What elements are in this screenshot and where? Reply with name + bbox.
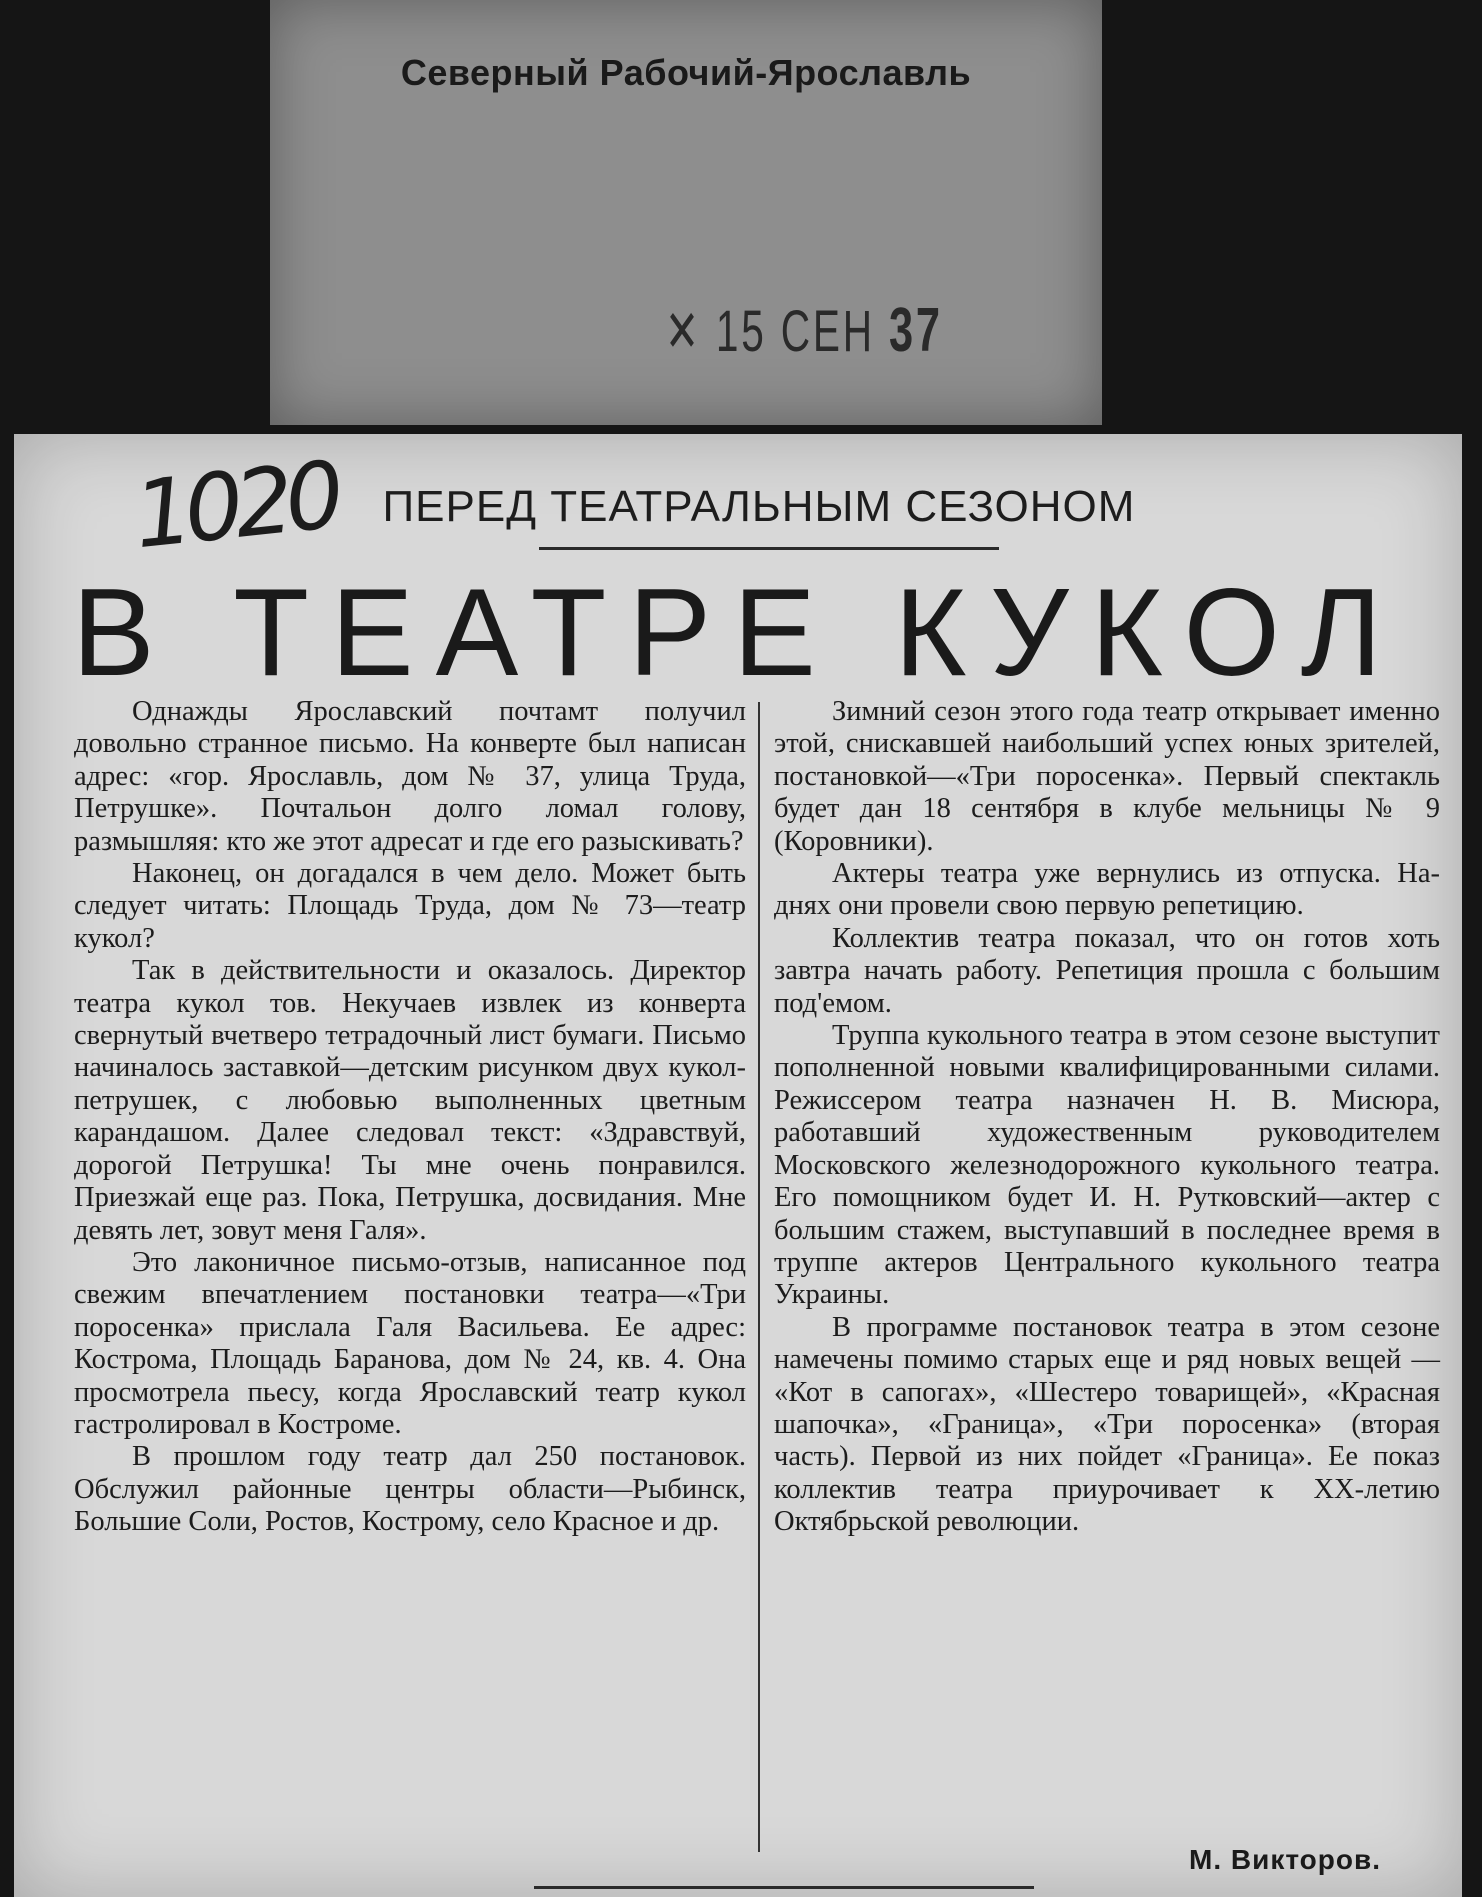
paragraph: Труппа кукольного театра в этом сезоне выступит пополненной новыми квалифицированными силами. Режиссером театра назначен Н. В. Мисюра, работавший художественным руководителем Московского железнодорожного кукольного театра. Его помощником будет И. Н. Рутковский—актер с большим стажем, выступавший в последнее время в труппе актеров Центрального кукольного театра Украины. bbox=[774, 1020, 1440, 1311]
paragraph: Это лаконичное письмо-отзыв, написанное под свежим впечатлением постановки театра—«Три поросенка» прислала Галя Васильева. Ее адрес: Кострома, Площадь Баранова, дом № 24, кв. 4. Она просмотрела пьесу, когда Ярославский театр кукол гастролировал в Костроме. bbox=[74, 1246, 746, 1440]
kicker-divider bbox=[539, 547, 999, 550]
handwritten-note: 1020 bbox=[128, 441, 342, 570]
left-column bbox=[74, 696, 746, 1539]
article-headline: В ТЕАТРЕ КУКОЛ bbox=[72, 564, 1404, 702]
paragraph: В программе постановок театра в этом сезоне намечены помимо старых еще и ряд новых вещей — «Кот в сапогах», «Шестеро товарищей», «Красная шапочка», «Граница», «Три поросенка» (вторая часть). Первой из них пойдет «Граница». Ее показ коллектив театра приурочивает к XX-летию Октябрьской революции. bbox=[774, 1311, 1440, 1538]
publication-name: Северный Рабочий-Ярославль bbox=[400, 52, 972, 93]
article-kicker: ПЕРЕД ТЕАТРАЛЬНЫМ СЕЗОНОМ bbox=[382, 482, 1136, 531]
date-stamp bbox=[665, 295, 943, 366]
paragraph: Наконец, он догадался в чем дело. Может быть следует читать: Площадь Труда, дом № 73—театр кукол? bbox=[74, 858, 746, 954]
paragraph: Актеры театра уже вернулись из отпуска. На-днях они провели свою первую репетицию. bbox=[774, 858, 1440, 922]
paragraph: Так в действительности и оказалось. Директор театра кукол тов. Некучаев извлек из конверта свернутый вчетверо тетрадочный лист бумаги. Письмо начиналось заставкой—детским рисунком двух кукол-петрушек, с любовью выполненных цветным карандашом. Далее следовал текст: «Здравствуй, дорогой Петрушка! Ты мне очень понравился. Приезжай еще раз. Пока, Петрушка, досвидания. Мне девять лет, зовут меня Галя». bbox=[74, 955, 746, 1246]
stamp-mark: ✕ bbox=[665, 299, 716, 364]
bottom-divider bbox=[534, 1886, 1034, 1889]
paragraph: Зимний сезон этого года театр открывает именно этой, снискавшей наибольший успех юных зрителей, постановкой—«Три поросенка». Первый спектакль будет дан 18 сентября в клубе мельницы № 9 (Коровники). bbox=[774, 696, 1440, 857]
right-column bbox=[774, 696, 1440, 1539]
newspaper-clipping bbox=[14, 434, 1462, 1897]
stamp-year: 37 bbox=[888, 296, 943, 365]
column-divider bbox=[758, 702, 760, 1852]
stamp-date: 15 СЕН bbox=[715, 299, 875, 364]
paragraph: В прошлом году театр дал 250 постановок. Обслужил районные центры области—Рыбинск, Большие Соли, Ростов, Кострому, село Красное и др. bbox=[74, 1441, 746, 1538]
author-signature: М. Викторов. bbox=[1189, 1844, 1381, 1875]
paragraph: Коллектив театра показал, что он готов хоть завтра начать работу. Репетиция прошла с большим под'емом. bbox=[774, 922, 1440, 1019]
paragraph: Однажды Ярославский почтамт получил довольно странное письмо. На конверте был написан адрес: «гор. Ярославль, дом № 37, улица Труда, Петрушке». Почтальон долго ломал голову, размышляя: кто же этот адресат и где его разыскивать? bbox=[74, 696, 746, 857]
clipping-label-card bbox=[270, 0, 1102, 425]
